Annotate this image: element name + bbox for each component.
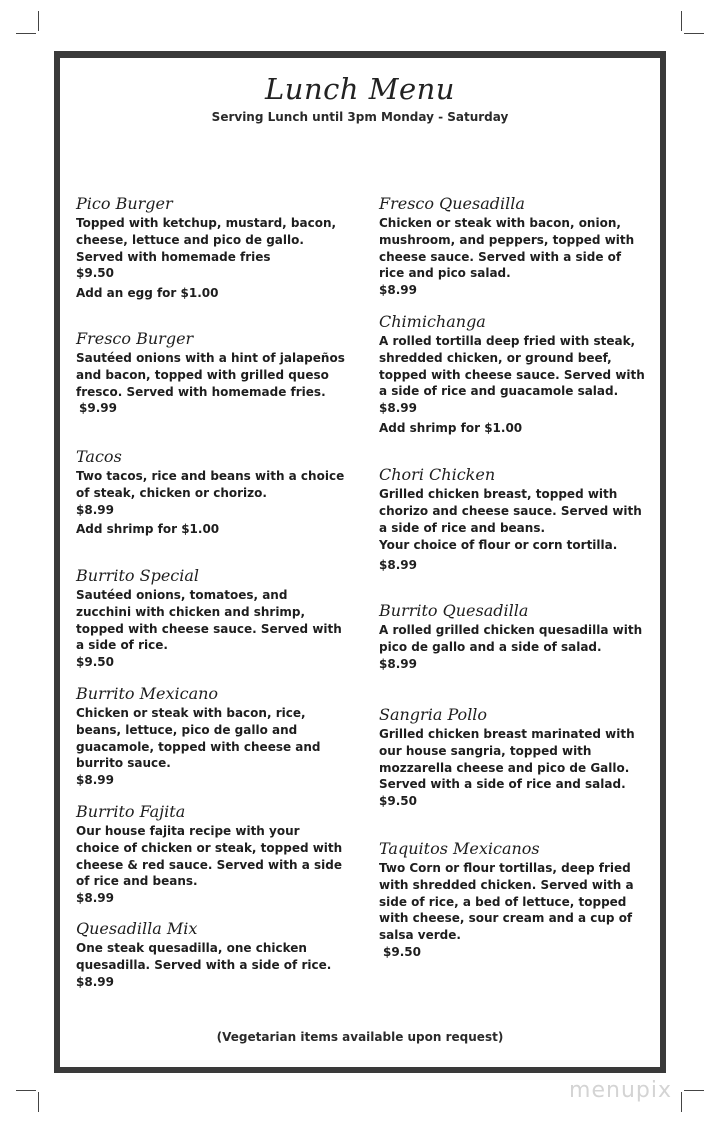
item-description: A rolled grilled chicken quesadilla with pico de gallo and a side of salad. <box>379 623 643 654</box>
menu-item-sangria-pollo <box>379 704 649 810</box>
item-price: $8.99 <box>76 502 114 517</box>
menu-item-chori-chicken <box>379 464 649 574</box>
item-name: Burrito Fajita <box>76 802 186 821</box>
page-title: Lunch Menu <box>265 72 455 106</box>
menu-item-burrito-fajita <box>76 801 346 907</box>
item-price: $9.50 <box>76 655 114 670</box>
item-description: Grilled chicken breast, topped with chorizo and cheese sauce. Served with a side of rice and beans. <box>379 487 642 535</box>
item-price: $9.99 <box>79 401 117 416</box>
item-description: A rolled tortilla deep fried with steak, shredded chicken, or ground beef, topped with cheese sauce. Served with a side of rice and guacamole salad. <box>379 334 645 399</box>
item-description: Sautéed onions, tomatoes, and zucchini with chicken and shrimp, topped with cheese sauce. Served with a side of rice. <box>76 588 342 653</box>
menu-item-tacos <box>76 446 346 538</box>
item-name: Burrito Special <box>76 566 200 585</box>
item-description: Chicken or steak with bacon, onion, mushroom, and peppers, topped with cheese sauce. Served with a side of rice and pico salad. <box>379 216 635 281</box>
item-note: Your choice of flour or corn tortilla. <box>379 538 618 553</box>
crop-mark <box>16 33 36 34</box>
item-price: $9.50 <box>379 794 417 809</box>
item-price: $8.99 <box>379 401 417 416</box>
item-description: Sautéed onions with a hint of jalapeños and bacon, topped with grilled queso fresco. Served with homemade fries. <box>76 351 345 399</box>
item-name: Chori Chicken <box>379 465 496 484</box>
menu-item-burrito-quesadilla <box>379 600 649 672</box>
item-name: Tacos <box>76 447 122 466</box>
item-description: Grilled chicken breast marinated with our house sangria, topped with mozzarella cheese and pico de Gallo. Served with a side of rice and salad. <box>379 727 635 792</box>
item-name: Fresco Burger <box>76 329 194 348</box>
menu-item-fresco-quesadilla <box>379 193 649 299</box>
item-description: Two tacos, rice and beans with a choice of steak, chicken or chorizo. <box>76 469 345 500</box>
item-description: Topped with ketchup, mustard, bacon, cheese, lettuce and pico de gallo. Served with homemade fries <box>76 216 337 264</box>
item-name: Quesadilla Mix <box>76 919 198 938</box>
serving-hours: Serving Lunch until 3pm Monday - Saturday <box>211 110 509 124</box>
item-price: $8.99 <box>379 656 417 671</box>
item-name: Taquitos Mexicanos <box>379 839 540 858</box>
menu-item-quesadilla-mix <box>76 918 346 990</box>
item-price: $9.50 <box>383 944 421 959</box>
vegetarian-note: (Vegetarian items available upon request) <box>216 1030 504 1044</box>
menu-item-taquitos-mexicanos <box>379 838 649 961</box>
item-name: Pico Burger <box>76 194 173 213</box>
item-price: $8.99 <box>379 283 417 298</box>
item-description: Chicken or steak with bacon, rice, beans, lettuce, pico de gallo and guacamole, topped with cheese and burrito sauce. <box>76 706 321 771</box>
menu-item-fresco-burger <box>76 328 346 417</box>
item-price: $8.99 <box>76 891 114 906</box>
item-price: $9.50 <box>76 266 114 281</box>
crop-mark <box>681 1092 682 1112</box>
item-addon: Add shrimp for $1.00 <box>76 522 220 537</box>
item-name: Sangria Pollo <box>379 705 488 724</box>
menu-item-burrito-mexicano <box>76 683 346 789</box>
item-name: Chimichanga <box>379 312 486 331</box>
menu-item-chimichanga <box>379 311 649 437</box>
item-price: $8.99 <box>379 558 417 573</box>
item-name: Burrito Mexicano <box>76 684 219 703</box>
item-name: Burrito Quesadilla <box>379 601 529 620</box>
menu-item-burrito-special <box>76 565 346 671</box>
item-description: Two Corn or flour tortillas, deep fried with shredded chicken. Served with a side of rice, a bed of lettuce, topped with cheese, sour cream and a cup of salsa verde. <box>379 861 634 943</box>
item-addon: Add shrimp for $1.00 <box>379 420 523 435</box>
item-price: $8.99 <box>76 974 114 989</box>
watermark: menupix <box>569 1078 672 1103</box>
item-description: Our house fajita recipe with your choice of chicken or steak, topped with cheese & red sauce. Served with a side of rice and beans. <box>76 824 343 889</box>
item-addon: Add an egg for $1.00 <box>76 286 219 301</box>
crop-mark <box>16 1090 36 1091</box>
crop-mark <box>38 1092 39 1112</box>
crop-mark <box>684 33 704 34</box>
crop-mark <box>684 1090 704 1091</box>
crop-mark <box>38 11 39 31</box>
item-name: Fresco Quesadilla <box>379 194 525 213</box>
menu-item-pico-burger <box>76 193 346 302</box>
item-price: $8.99 <box>76 773 114 788</box>
item-description: One steak quesadilla, one chicken quesadilla. Served with a side of rice. <box>76 941 332 972</box>
crop-mark <box>681 11 682 31</box>
